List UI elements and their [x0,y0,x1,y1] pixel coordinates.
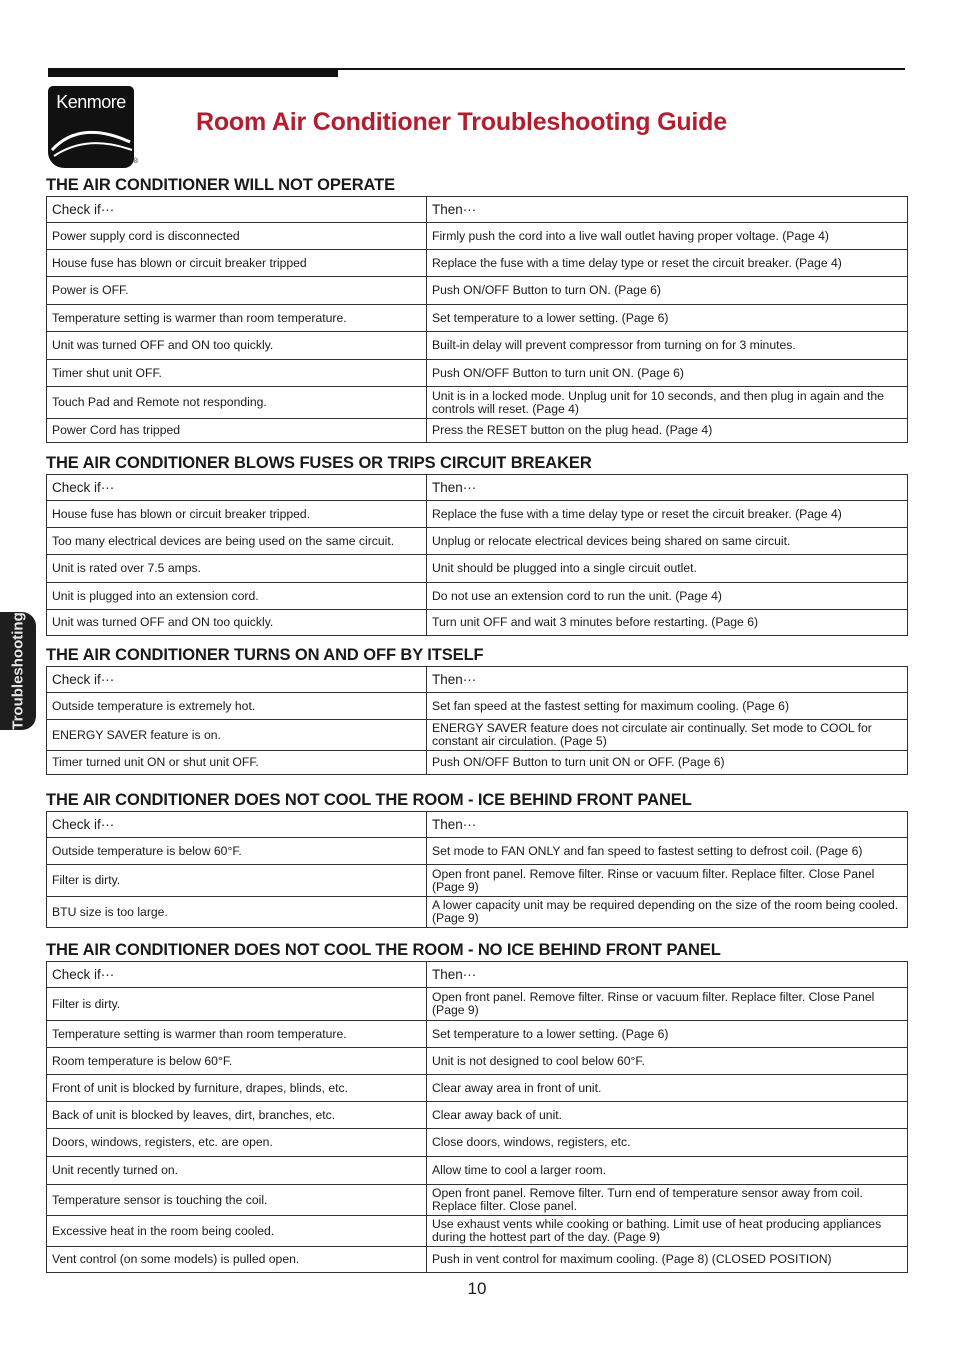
top-rule-bold [48,68,338,77]
col-header-then: Then··· [427,812,908,838]
kenmore-logo [48,86,134,168]
table-header-row [47,962,908,988]
cell-check: Timer turned unit ON or shut unit OFF. [47,751,427,775]
cell-check: BTU size is too large. [47,897,427,928]
cell-check: Unit recently turned on. [47,1157,427,1185]
col-header-then: Then··· [427,197,908,223]
table-header-row [47,812,908,838]
cell-check: Power supply cord is disconnected [47,223,427,250]
cell-then: Open front panel. Remove filter. Rinse or vacuum filter. Replace filter. Close Panel (Page 9) [427,988,908,1021]
cell-check: Doors, windows, registers, etc. are open. [47,1129,427,1157]
troubleshoot-table [46,961,908,1273]
cell-then: Set mode to FAN ONLY and fan speed to fastest setting to defrost coil. (Page 6) [427,838,908,865]
col-header-check: Check if··· [47,962,427,988]
cell-then: Set temperature to a lower setting. (Page 6) [427,1021,908,1048]
table-row [47,1157,908,1185]
cell-then: Built-in delay will prevent compressor from turning on for 3 minutes. [427,332,908,360]
cell-then: Set fan speed at the fastest setting for maximum cooling. (Page 6) [427,693,908,720]
cell-then: Push in vent control for maximum cooling. (Page 8) (CLOSED POSITION) [427,1247,908,1273]
cell-then: Open front panel. Remove filter. Rinse or vacuum filter. Replace filter. Close Panel (Page 9) [427,865,908,897]
cell-check: Unit is rated over 7.5 amps. [47,555,427,583]
cell-then: Push ON/OFF Button to turn unit ON. (Page 6) [427,360,908,387]
col-header-then: Then··· [427,667,908,693]
section-title: THE AIR CONDITIONER WILL NOT OPERATE [46,176,396,194]
cell-then: Use exhaust vents while cooking or bathing. Limit use of heat producing appliances during the hottest part of the day. (Page 9) [427,1216,908,1247]
cell-check: Unit was turned OFF and ON too quickly. [47,332,427,360]
table-row [47,1247,908,1273]
cell-then: Open front panel. Remove filter. Turn end of temperature sensor away from coil. Replace filter. Close panel. [427,1185,908,1216]
table-row [47,988,908,1021]
cell-then: Clear away back of unit. [427,1102,908,1129]
table-row [47,610,908,636]
logo-swoosh-icon [48,120,134,168]
table-row [47,305,908,332]
cell-then: Set temperature to a lower setting. (Page 6) [427,305,908,332]
cell-then: Unit should be plugged into a single circuit outlet. [427,555,908,583]
table-row [47,387,908,419]
table-row [47,865,908,897]
table-header-row [47,667,908,693]
cell-check: Filter is dirty. [47,988,427,1021]
cell-check: Temperature setting is warmer than room temperature. [47,1021,427,1048]
cell-check: House fuse has blown or circuit breaker tripped [47,250,427,277]
cell-check: House fuse has blown or circuit breaker tripped. [47,501,427,528]
table-row [47,1185,908,1216]
side-tab-label: Troubleshooting [9,612,27,730]
cell-check: Temperature sensor is touching the coil. [47,1185,427,1216]
table-row [47,1129,908,1157]
cell-then: Close doors, windows, registers, etc. [427,1129,908,1157]
cell-then: Firmly push the cord into a live wall outlet having proper voltage. (Page 4) [427,223,908,250]
cell-check: Excessive heat in the room being cooled. [47,1216,427,1247]
section-no-ice-behind-panel [46,940,908,1273]
table-row [47,501,908,528]
table-row [47,1021,908,1048]
table-row [47,419,908,443]
section-turns-on-off [46,645,908,775]
cell-check: Unit is plugged into an extension cord. [47,583,427,610]
cell-then: Push ON/OFF Button to turn unit ON or OFF. (Page 6) [427,751,908,775]
table-row [47,583,908,610]
cell-check: Outside temperature is extremely hot. [47,693,427,720]
cell-then: Unit is not designed to cool below 60°F. [427,1048,908,1075]
col-header-then: Then··· [427,962,908,988]
troubleshoot-table [46,474,908,636]
section-title: THE AIR CONDITIONER BLOWS FUSES OR TRIPS CIRCUIT BREAKER [46,454,592,472]
troubleshoot-table [46,811,908,928]
cell-check: Unit was turned OFF and ON too quickly. [47,610,427,636]
cell-check: Power Cord has tripped [47,419,427,443]
table-row [47,1075,908,1102]
cell-then: Allow time to cool a larger room. [427,1157,908,1185]
registered-mark: ® [133,158,139,165]
section-will-not-operate [46,175,908,443]
cell-check: Power is OFF. [47,277,427,305]
cell-then: Unplug or relocate electrical devices being shared on same circuit. [427,528,908,555]
table-row [47,277,908,305]
table-row [47,693,908,720]
side-tab-troubleshooting [0,612,36,730]
section-blows-fuses [46,453,908,636]
cell-check: Back of unit is blocked by leaves, dirt, branches, etc. [47,1102,427,1129]
logo-text: Kenmore [56,92,126,112]
table-row [47,360,908,387]
page-number: 10 [467,1279,487,1298]
table-row [47,528,908,555]
cell-then: Push ON/OFF Button to turn ON. (Page 6) [427,277,908,305]
cell-then: Replace the fuse with a time delay type or reset the circuit breaker. (Page 4) [427,250,908,277]
cell-check: Timer shut unit OFF. [47,360,427,387]
table-row [47,332,908,360]
col-header-then: Then··· [427,475,908,501]
table-header-row [47,197,908,223]
cell-check: Filter is dirty. [47,865,427,897]
cell-check: Temperature setting is warmer than room temperature. [47,305,427,332]
table-row [47,555,908,583]
cell-then: Unit is in a locked mode. Unplug unit for 10 seconds, and then plug in again and the controls will reset. (Page 4) [427,387,908,419]
troubleshoot-table [46,666,908,775]
section-title: THE AIR CONDITIONER DOES NOT COOL THE ROOM - ICE BEHIND FRONT PANEL [46,791,692,809]
cell-then: Do not use an extension cord to run the unit. (Page 4) [427,583,908,610]
section-ice-behind-panel [46,790,908,928]
cell-check: Outside temperature is below 60°F. [47,838,427,865]
cell-check: Vent control (on some models) is pulled open. [47,1247,427,1273]
table-header-row [47,475,908,501]
cell-check: ENERGY SAVER feature is on. [47,720,427,751]
cell-then: Replace the fuse with a time delay type or reset the circuit breaker. (Page 4) [427,501,908,528]
cell-check: Touch Pad and Remote not responding. [47,387,427,419]
cell-check: Front of unit is blocked by furniture, drapes, blinds, etc. [47,1075,427,1102]
section-title: THE AIR CONDITIONER TURNS ON AND OFF BY ITSELF [46,646,484,664]
table-row [47,1216,908,1247]
col-header-check: Check if··· [47,475,427,501]
cell-then: Press the RESET button on the plug head. (Page 4) [427,419,908,443]
section-title: THE AIR CONDITIONER DOES NOT COOL THE ROOM - NO ICE BEHIND FRONT PANEL [46,941,721,959]
table-row [47,250,908,277]
cell-check: Too many electrical devices are being used on the same circuit. [47,528,427,555]
table-row [47,223,908,250]
col-header-check: Check if··· [47,667,427,693]
cell-check: Room temperature is below 60°F. [47,1048,427,1075]
cell-then: ENERGY SAVER feature does not circulate air continually. Set mode to COOL for constant air circulation. (Page 5) [427,720,908,751]
table-row [47,751,908,775]
cell-then: Turn unit OFF and wait 3 minutes before restarting. (Page 6) [427,610,908,636]
page-title: Room Air Conditioner Troubleshooting Guide [196,108,727,136]
table-row [47,897,908,928]
cell-then: A lower capacity unit may be required depending on the size of the room being cooled. (Page 9) [427,897,908,928]
troubleshoot-table [46,196,908,443]
table-row [47,1048,908,1075]
cell-then: Clear away area in front of unit. [427,1075,908,1102]
col-header-check: Check if··· [47,812,427,838]
table-row [47,720,908,751]
table-row [47,1102,908,1129]
table-row [47,838,908,865]
col-header-check: Check if··· [47,197,427,223]
